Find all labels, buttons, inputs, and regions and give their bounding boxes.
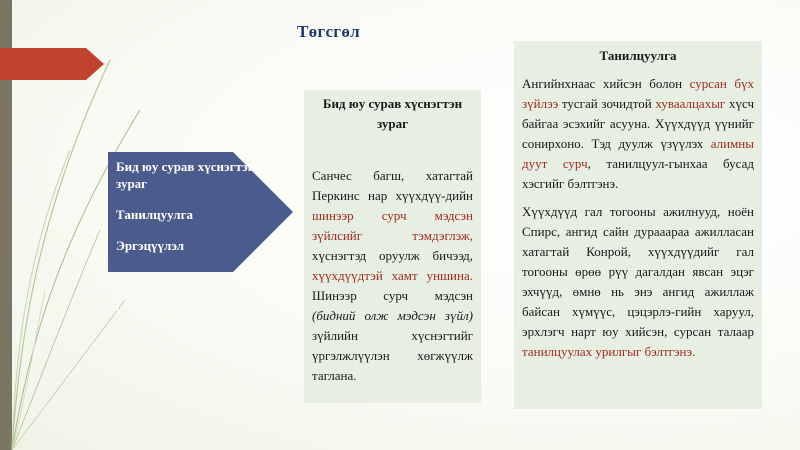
what-we-learned-text — [304, 134, 481, 386]
text-run: хүсч байгаа эсэхийг асууна. Хүүхдүүд үүнийг сонирхоно. Тэд дуулж үзүүлэх — [522, 96, 754, 151]
text-run: зүйлийн хүснэгтийг үргэлжлүүлэн хөгжүүлж таглана. — [312, 328, 473, 383]
nav-item-introduction[interactable]: Танилцуулга — [116, 207, 193, 222]
text-run: тусгай зочидтой — [558, 96, 656, 111]
introduction-box — [514, 41, 762, 409]
nav-item-what-we-learned[interactable]: Бид юу сурав хүснэгтэн зураг — [116, 159, 256, 191]
what-we-learned-box — [304, 90, 481, 403]
what-we-learned-heading: Бид юу сурав хүснэгтэн зураг — [322, 96, 463, 131]
highlighted-text: танилцуулах урилгыг бэлтгэнэ. — [522, 344, 696, 359]
introduction-heading: Танилцуулга — [599, 48, 677, 63]
text-run: , танилцуул-гынхаа бусад хэсгийг бэлтгэнэ. — [522, 156, 754, 191]
highlighted-text: шинээр сурч мэдсэн зүйлсийг тэмдэглэж, — [312, 208, 473, 243]
text-run: Хүүхдүүд гал тогооны ажилнууд, ноён Спирс, ангид сайн дурааараа ажилласан хатагтай Конрой, хүүхдүүдийг гал тогооны өрөө рүү дагалдан явсан эцэг эхчүүд, өмнө нь энэ ангид ажиллаж байсан хүмүүс, цэцэрлэ-гийн харуул, эрхлэгч нарт юу хийсэн, сурсан талаар — [522, 204, 754, 339]
text-run: хүснэгтэд оруулж бичээд, — [312, 248, 473, 263]
highlighted-text: сурсан бүх зүйлээ — [522, 76, 754, 111]
stray-parenthesis: ( — [116, 300, 121, 315]
title-pennant — [0, 48, 104, 80]
text-run: Шинээр сурч мэдсэн — [312, 288, 473, 303]
nav-item-reflection[interactable]: Эргэцүүлэл — [116, 238, 185, 253]
highlighted-text: алимны дуут сурч — [522, 136, 754, 171]
introduction-paragraph-2 — [514, 194, 762, 362]
highlighted-text: хүүхдүүдтэй хамт уншина. — [312, 268, 473, 283]
text-run: Ангийнхнаас хийсэн болон — [522, 76, 690, 91]
highlighted-text: хуваалцахыг — [655, 96, 726, 111]
slide-title: Төгсгөл — [297, 22, 360, 41]
introduction-paragraph-1 — [514, 66, 762, 194]
nav-menu — [116, 156, 266, 254]
italic-text: (бидний олж мэдсэн зүйл) — [312, 308, 473, 323]
text-run: Санчес багш, хатагтай Перкинс нар хүүхдүү-дийн — [312, 168, 473, 203]
